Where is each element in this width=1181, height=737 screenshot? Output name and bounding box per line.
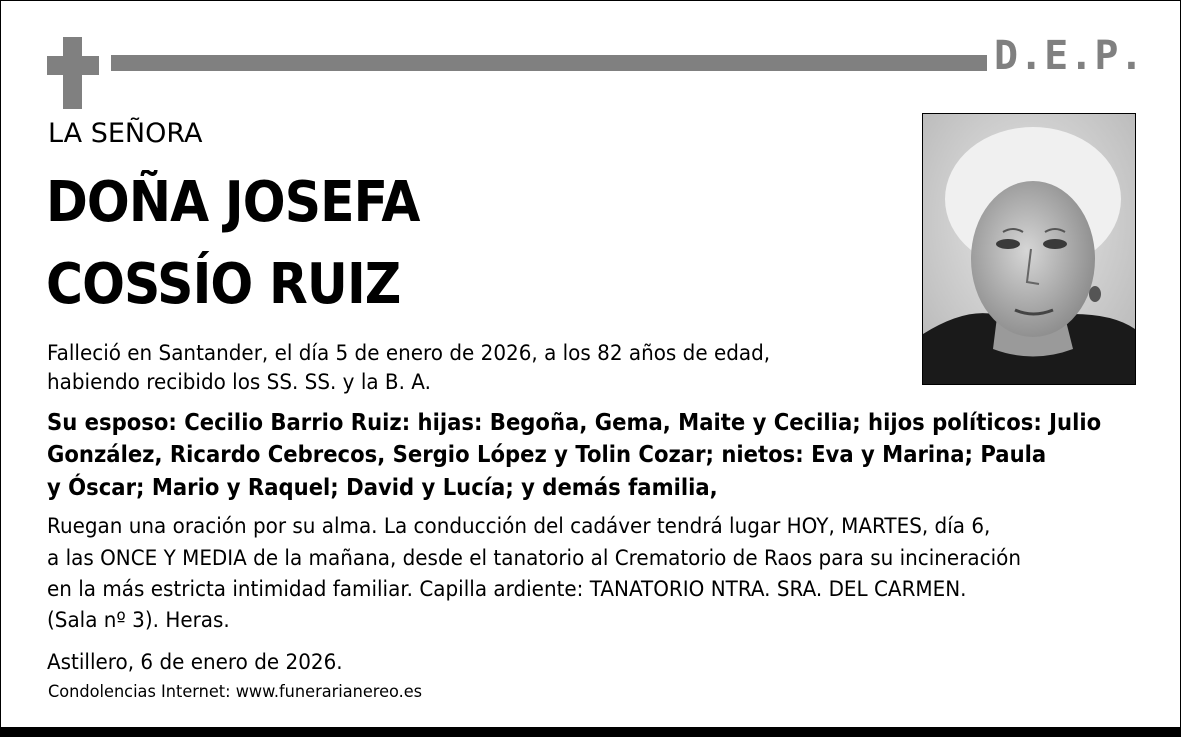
deceased-title: LA SEÑORA xyxy=(48,118,203,149)
deceased-name-line2: COSSÍO RUIZ xyxy=(46,252,401,317)
request-line3: en la más estricta intimidad familiar. Capilla ardiente: TANATORIO NTRA. SRA. DEL CARMEN. xyxy=(47,577,967,601)
portrait-photo xyxy=(922,113,1136,385)
header-rule xyxy=(111,55,987,71)
portrait-icon xyxy=(923,114,1135,384)
request-line4: (Sala nº 3). Heras. xyxy=(47,608,230,632)
death-notice-line2: habiendo recibido los SS. SS. y la B. A. xyxy=(47,370,431,394)
deceased-name-line1: DOÑA JOSEFA xyxy=(46,170,420,235)
cross-icon-horizontal xyxy=(47,56,99,75)
family-line2: González, Ricardo Cebrecos, Sergio López y Tolin Cozar; nietos: Eva y Marina; Paula xyxy=(47,442,1047,468)
dep-label: D.E.P. xyxy=(994,33,1145,79)
request-line1: Ruegan una oración por su alma. La conducción del cadáver tendrá lugar HOY, MARTES, día 6, xyxy=(47,514,991,538)
place-date: Astillero, 6 de enero de 2026. xyxy=(47,650,343,674)
bottom-bar xyxy=(0,727,1181,737)
death-notice-line1: Falleció en Santander, el día 5 de enero de 2026, a los 82 años de edad, xyxy=(47,341,771,365)
request-line2: a las ONCE Y MEDIA de la mañana, desde el tanatorio al Crematorio de Raos para su incineración xyxy=(47,546,1022,570)
condolences-link: Condolencias Internet: www.funerarianereo.es xyxy=(48,682,423,702)
family-line1: Su esposo: Cecilio Barrio Ruiz: hijas: Begoña, Gema, Maite y Cecilia; hijos políticos: Julio xyxy=(47,410,1102,436)
family-line3: y Óscar; Mario y Raquel; David y Lucía; y demás familia, xyxy=(47,475,718,501)
